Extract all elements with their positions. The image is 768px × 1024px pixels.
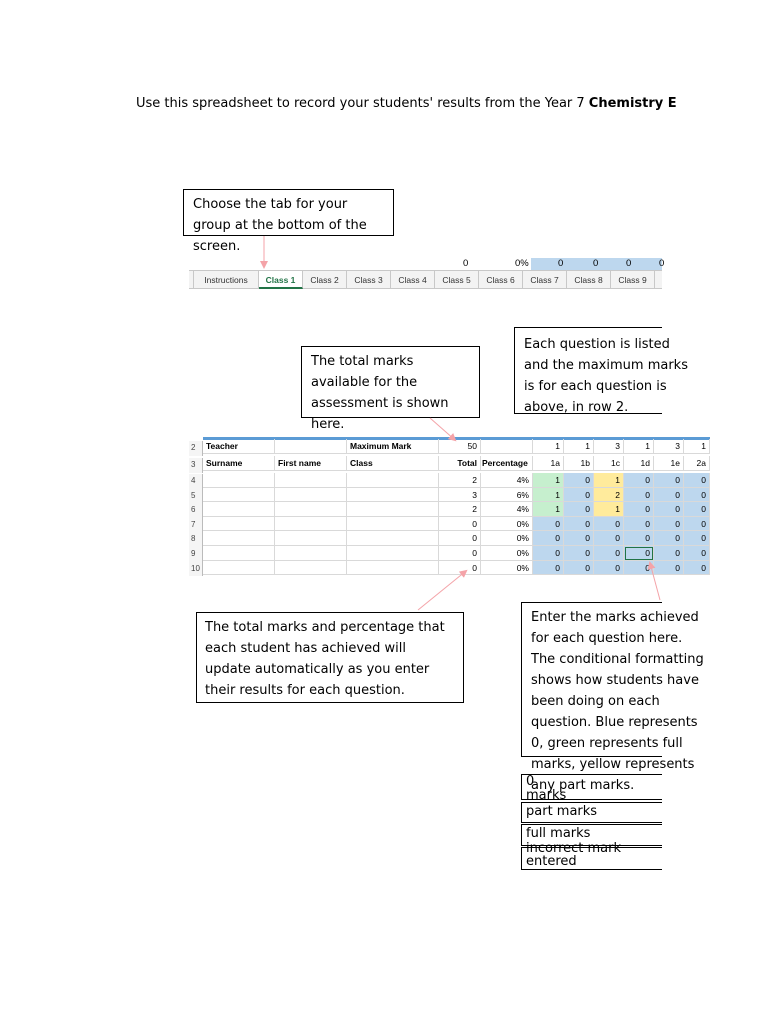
mark-cell-1b[interactable]: 0 bbox=[564, 561, 594, 576]
legend-part-label: part marks bbox=[526, 804, 598, 819]
row-number: 8 bbox=[189, 532, 203, 547]
header-class: Class bbox=[347, 456, 439, 471]
mark-cell-1e[interactable]: 0 bbox=[654, 488, 684, 503]
arrow-to-totals bbox=[418, 571, 466, 610]
row-number: 2 bbox=[189, 441, 203, 456]
q-max-1b: 1 bbox=[564, 439, 594, 454]
row-number: 5 bbox=[189, 489, 203, 504]
header-surname: Surname bbox=[203, 456, 275, 471]
row-number: 3 bbox=[189, 458, 203, 473]
total-cell: 0 bbox=[439, 561, 481, 576]
header-q-1e: 1e bbox=[654, 456, 684, 471]
tab-class-8[interactable]: Class 8 bbox=[567, 271, 611, 289]
percentage-cell: 0% bbox=[481, 546, 533, 561]
mark-cell-1c[interactable]: 1 bbox=[594, 473, 624, 488]
tab-instructions[interactable]: Instructions bbox=[193, 271, 259, 289]
mark-cell-2a[interactable]: 0 bbox=[684, 473, 710, 488]
tab-class-6[interactable]: Class 6 bbox=[479, 271, 523, 289]
mark-cell-1e[interactable]: 0 bbox=[654, 546, 684, 561]
mark-cell-1d[interactable]: 0 bbox=[624, 546, 654, 561]
mark-cell-2a[interactable]: 0 bbox=[684, 546, 710, 561]
tab-class-5[interactable]: Class 5 bbox=[435, 271, 479, 289]
max-mark-label: Maximum Mark bbox=[347, 439, 439, 454]
mark-cell-1c[interactable]: 0 bbox=[594, 561, 624, 576]
q-max-2a: 1 bbox=[684, 439, 710, 454]
tab-class-2[interactable]: Class 2 bbox=[303, 271, 347, 289]
tab-class-4[interactable]: Class 4 bbox=[391, 271, 435, 289]
row-number: 7 bbox=[189, 518, 203, 533]
arrow-to-marks bbox=[650, 563, 660, 600]
mark-cell-1d[interactable]: 0 bbox=[624, 531, 654, 546]
mark-cell-1c[interactable]: 0 bbox=[594, 531, 624, 546]
q-max-1e: 3 bbox=[654, 439, 684, 454]
value-q4: 0 bbox=[659, 258, 665, 269]
total-cell: 2 bbox=[439, 502, 481, 517]
row-number: 9 bbox=[189, 547, 203, 562]
callout-enter-marks-text: Enter the marks achieved for each question here. The conditional formatting shows how students have been doing on each question. Blue represents 0, green represents full marks, yellow represents any part marks. bbox=[531, 610, 704, 793]
mark-cell-2a[interactable]: 0 bbox=[684, 531, 710, 546]
mark-cell-1a[interactable]: 0 bbox=[533, 561, 564, 576]
header-first-name: First name bbox=[275, 456, 347, 471]
intro-bold: Chemistry E bbox=[588, 96, 677, 111]
percentage-cell: 4% bbox=[481, 502, 533, 517]
header-q-1d: 1d bbox=[624, 456, 654, 471]
header-q-1c: 1c bbox=[594, 456, 624, 471]
percentage-cell: 4% bbox=[481, 473, 533, 488]
mark-cell-1b[interactable]: 0 bbox=[564, 546, 594, 561]
total-cell: 0 bbox=[439, 517, 481, 532]
mark-cell-1d[interactable]: 0 bbox=[624, 488, 654, 503]
mark-cell-2a[interactable]: 0 bbox=[684, 561, 710, 576]
tab-class-7[interactable]: Class 7 bbox=[523, 271, 567, 289]
header-percentage: Percentage bbox=[481, 456, 533, 471]
header-total: Total bbox=[439, 456, 481, 471]
callout-tab-text: Choose the tab for your group at the bottom of the screen. bbox=[193, 197, 367, 254]
tab-class-9[interactable]: Class 9 bbox=[611, 271, 655, 289]
total-cell: 2 bbox=[439, 473, 481, 488]
row-number: 4 bbox=[189, 474, 203, 489]
mark-cell-2a[interactable]: 0 bbox=[684, 517, 710, 532]
mark-cell-1d[interactable]: 0 bbox=[624, 473, 654, 488]
mark-cell-1e[interactable]: 0 bbox=[654, 473, 684, 488]
header-q-1a: 1a bbox=[533, 456, 564, 471]
mark-cell-1b[interactable]: 0 bbox=[564, 488, 594, 503]
value-q1: 0 bbox=[558, 258, 564, 269]
teacher-label: Teacher bbox=[203, 439, 275, 454]
percentage-cell: 0% bbox=[481, 561, 533, 576]
tab-class-1[interactable]: Class 1 bbox=[259, 271, 303, 289]
intro-plain: Use this spreadsheet to record your students' results from the Year 7 bbox=[136, 96, 589, 111]
value-q2: 0 bbox=[593, 258, 599, 269]
header-q-2a: 2a bbox=[684, 456, 710, 471]
mark-cell-1c[interactable]: 0 bbox=[594, 546, 624, 561]
row-number: 6 bbox=[189, 503, 203, 518]
mark-cell-1c[interactable]: 0 bbox=[594, 517, 624, 532]
total-cell: 0 bbox=[439, 531, 481, 546]
mark-cell-1a[interactable]: 0 bbox=[533, 546, 564, 561]
callout-total-marks-text: The total marks available for the assessment is shown here. bbox=[311, 354, 449, 432]
arrow-to-max-mark bbox=[430, 418, 455, 440]
total-cell: 3 bbox=[439, 488, 481, 503]
mark-cell-1d[interactable]: 0 bbox=[624, 502, 654, 517]
callout-each-question-text: Each question is listed and the maximum marks is for each question is above, in row 2. bbox=[524, 337, 688, 415]
mark-cell-1e[interactable]: 0 bbox=[654, 561, 684, 576]
legend-zero-label: 0 marks bbox=[526, 774, 567, 803]
value-percentage: 0% bbox=[515, 258, 529, 269]
value-q3: 0 bbox=[626, 258, 632, 269]
tab-class-3[interactable]: Class 3 bbox=[347, 271, 391, 289]
mark-cell-1b[interactable]: 0 bbox=[564, 473, 594, 488]
mark-cell-1e[interactable]: 0 bbox=[654, 517, 684, 532]
percentage-cell: 6% bbox=[481, 488, 533, 503]
percentage-cell: 0% bbox=[481, 517, 533, 532]
mark-cell-2a[interactable]: 0 bbox=[684, 488, 710, 503]
mark-cell-1d[interactable]: 0 bbox=[624, 561, 654, 576]
mark-cell-1a[interactable]: 1 bbox=[533, 488, 564, 503]
percentage-cell: 0% bbox=[481, 531, 533, 546]
q-max-1d: 1 bbox=[624, 439, 654, 454]
q-max-1c: 3 bbox=[594, 439, 624, 454]
mark-cell-1c[interactable]: 2 bbox=[594, 488, 624, 503]
callout-percentage-text: The total marks and percentage that each student has achieved will update automatically as you enter their results for each question. bbox=[205, 620, 445, 698]
mark-cell-1d[interactable]: 0 bbox=[624, 517, 654, 532]
mark-cell-1e[interactable]: 0 bbox=[654, 531, 684, 546]
mark-cell-2a[interactable]: 0 bbox=[684, 502, 710, 517]
mark-cell-1a[interactable]: 1 bbox=[533, 473, 564, 488]
legend-full-label: full marks bbox=[526, 826, 591, 841]
mark-cell-1b[interactable]: 0 bbox=[564, 502, 594, 517]
row-number: 10 bbox=[189, 562, 203, 577]
legend-incorrect-label: incorrect mark entered bbox=[526, 841, 622, 869]
mark-cell-1a[interactable]: 0 bbox=[533, 531, 564, 546]
total-cell: 0 bbox=[439, 546, 481, 561]
mark-cell-1b[interactable]: 0 bbox=[564, 517, 594, 532]
mark-cell-1c[interactable]: 1 bbox=[594, 502, 624, 517]
mark-cell-1a[interactable]: 1 bbox=[533, 502, 564, 517]
mark-cell-1b[interactable]: 0 bbox=[564, 531, 594, 546]
mark-cell-1e[interactable]: 0 bbox=[654, 502, 684, 517]
q-max-1a: 1 bbox=[533, 439, 564, 454]
header-q-1b: 1b bbox=[564, 456, 594, 471]
mark-cell-1a[interactable]: 0 bbox=[533, 517, 564, 532]
value-total: 0 bbox=[463, 258, 469, 269]
max-mark-value: 50 bbox=[439, 439, 481, 454]
